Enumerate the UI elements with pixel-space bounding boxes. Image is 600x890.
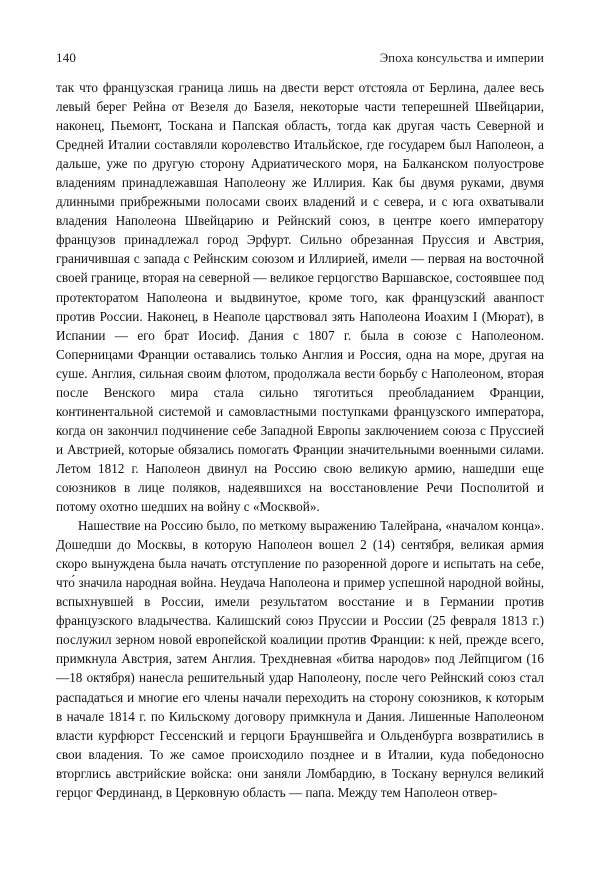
body-text [56,78,544,802]
running-head [56,50,544,66]
paragraph-1: так что французская граница лишь на двести верст отстояла от Берлина, далее весь левый берег Рейна от Везеля до Базеля, некоторые части теперешней Швейцарии, наконец, Пьемонт, Тоскана и Папская область, тогда как другая часть Северной и Средней Италии составляли королевство Итальйское, где государем был Наполеон, а дальше, уже по другую сторону Адриатического моря, на Балканском полуострове владениям принадлежавшая Наполеону же Иллирия. Как бы двумя руками, двумя длинными прибрежными полосами своих владений и с севера, и с юга охватывали владения Наполеона Швейцарию и Рейнский союз, в центре коего императору французов принадлежал город Эрфурт. Сильно обрезанная Пруссия и Австрия, граничившая с запада с Рейнским союзом и Иллирией, имели — первая на восточной своей границе, вторая на северной — великое герцогство Варшавское, состоявшее под протекторатом Наполеона и выдвинутое, кроме того, как французский аванпост против России. Наконец, в Неаполе царствовал зять Наполеона Иоахим I (Мюрат), в Испании — его брат Иосиф. Дания с 1807 г. была в союзе с Наполеоном. Соперницами Франции оставались только Англия и Россия, одна на море, другая на суше. Англия, сильная своим флотом, продолжала вести борьбу с Наполеоном, вторая после Венского мира стала сильно тяготиться преобладанием Франции, континентальной системой и самовластными поступками французского императора, когда он закончил подчинение себе Западной Европы заключением союза с Пруссией и Австрией, которые обязались помогать Франции значительными военными силами. Летом 1812 г. Наполеон двинул на Россию свою великую армию, нашедши еще союзников в лице поляков, надеявшихся на восстановление Речи Посполитой и потому охотно шедших на войну с «Москвой». [56,80,544,515]
paragraph-2: Нашествие на Россию было, по меткому выражению Талейрана, «началом конца». Дошедши до Москвы, в которую Наполеон вошел 2 (14) сентября, великая армия скоро вынуждена была начать отступление по разоренной дороге и испытать на себе, что́ значила народная война. Неудача Наполеона и пример успешной народной войны, вспыхнувшей в России, имели результатом восстание и в Германии против французского владычества. Калишский союз Пруссии и России (25 февраля 1813 г.) послужил зерном новой европейской коалиции против Франции: к ней, прежде всего, примкнула Австрия, затем Англия. Трехдневная «битва народов» под Лейпцигом (16—18 октября) нанесла решительный удар Наполеону, после чего Рейнский союз стал распадаться и многие его члены начали переходить на сторону союзников, к которым в начале 1814 г. по Кильскому договору примкнула и Дания. Лишенные Наполеоном власти курфюрст Гессенский и герцоги Брауншвейга и Ольденбурга возвратились в свои владения. То же самое происходило позднее и в Италии, куда победоносно вторглись австрийские войска: они заняли Ломбардию, в Тоскану вернулся великий герцог Фердинанд, в Церковную область — папа. Между тем Наполеон отвер- [56,518,544,800]
page-number: 140 [56,50,77,65]
running-title: Эпоха консульства и империи [379,51,544,65]
